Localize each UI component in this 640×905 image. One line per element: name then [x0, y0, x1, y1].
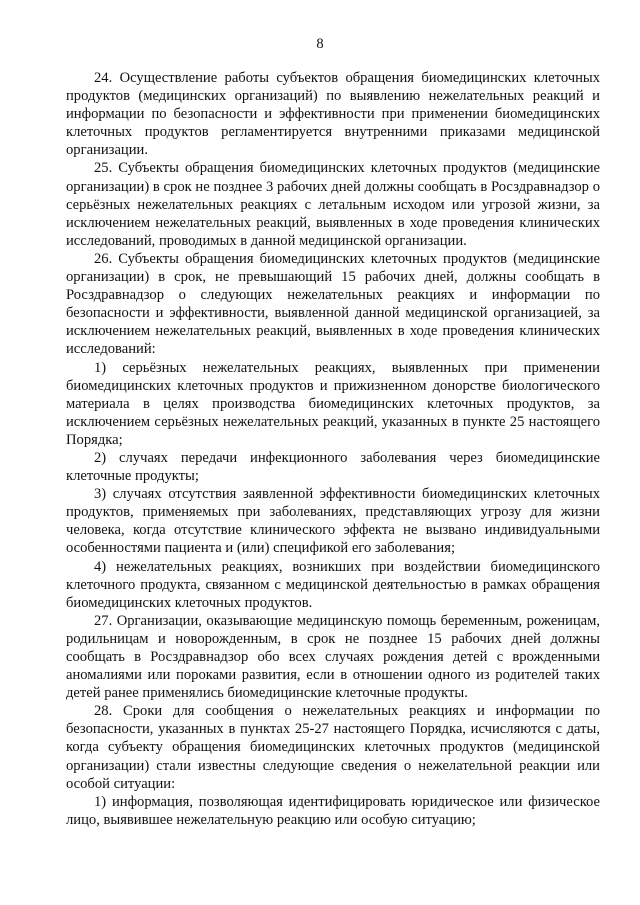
paragraph-26: 26. Субъекты обращения биомедицинских клеточных продуктов (медицинские организации) в срок, не превышающий 15 рабочих дней, должны сообщать в Росздравнадзор о следующих нежелательных реакциях и информации по безопасности и эффективности, выявленной данной медицинской организацией, за исключением нежелательных реакций, выявленных в ходе проведения клинических исследований:	[66, 250, 600, 358]
paragraph-27: 27. Организации, оказывающие медицинскую помощь беременным, роженицам, родильницам и новорожденным, в срок не позднее 15 рабочих дней должны сообщать в Росздравнадзор обо всех случаях рождения детей с врожденными аномалиями или пороками развития, если в отношении одного из родителей таких детей ранее применялись биомедицинские клеточные продукты.	[66, 612, 600, 702]
paragraph-26-item-3: 3) случаях отсутствия заявленной эффективности биомедицинских клеточных продуктов, применяемых при заболеваниях, представляющих угрозу для жизни человека, когда отсутствие клинического эффекта не вызвано индивидуальными особенностями пациента и (или) спецификой его заболевания;	[66, 486, 600, 557]
paragraph-26-item-2: 2) случаях передачи инфекционного заболевания через биомедицинские клеточные продукты;	[66, 449, 600, 485]
paragraph-28-item-1: 1) информация, позволяющая идентифицировать юридическое или физическое лицо, выявившее нежелательную реакцию или особую ситуацию;	[66, 793, 600, 828]
paragraph-25: 25. Субъекты обращения биомедицинских клеточных продуктов (медицинские организации) в срок не позднее 3 рабочих дней должны сообщать в Росздравнадзор о серьёзных нежелательных реакциях с летальным исходом или угрозой жизни, за исключением нежелательных реакций, выявленных в ходе проведения клинических исследований, проводимых в данной медицинской организации.	[66, 160, 600, 249]
paragraph-26-item-4: 4) нежелательных реакциях, возникших при воздействии биомедицинского клеточного продукта, связанном с медицинской деятельностью в рамках обращения биомедицинских клеточных продуктов.	[66, 558, 600, 611]
document-body	[66, 69, 600, 829]
paragraph-26-item-1: 1) серьёзных нежелательных реакциях, выявленных при применении биомедицинских клеточных продуктов и прижизненном донорстве биологического материала в целях производства биомедицинских клеточных продуктов, за исключением серьёзных нежелательных реакций, указанных в пункте 25 настоящего Порядка;	[66, 359, 600, 448]
paragraph-24: 24. Осуществление работы субъектов обращения биомедицинских клеточных продуктов (медицинских организаций) по выявлению нежелательных реакций и информации по безопасности и эффективности при применении биомедицинских клеточных продуктов регламентируется внутренними приказами медицинской организации.	[66, 70, 600, 159]
page-number: 8	[316, 36, 324, 52]
paragraph-28: 28. Сроки для сообщения о нежелательных реакциях и информации по безопасности, указанных в пунктах 25-27 настоящего Порядка, исчисляются с даты, когда субъекту обращения биомедицинских клеточных продуктов (медицинской организации) стали известны следующие сведения о нежелательной реакции или особой ситуации:	[66, 703, 600, 792]
